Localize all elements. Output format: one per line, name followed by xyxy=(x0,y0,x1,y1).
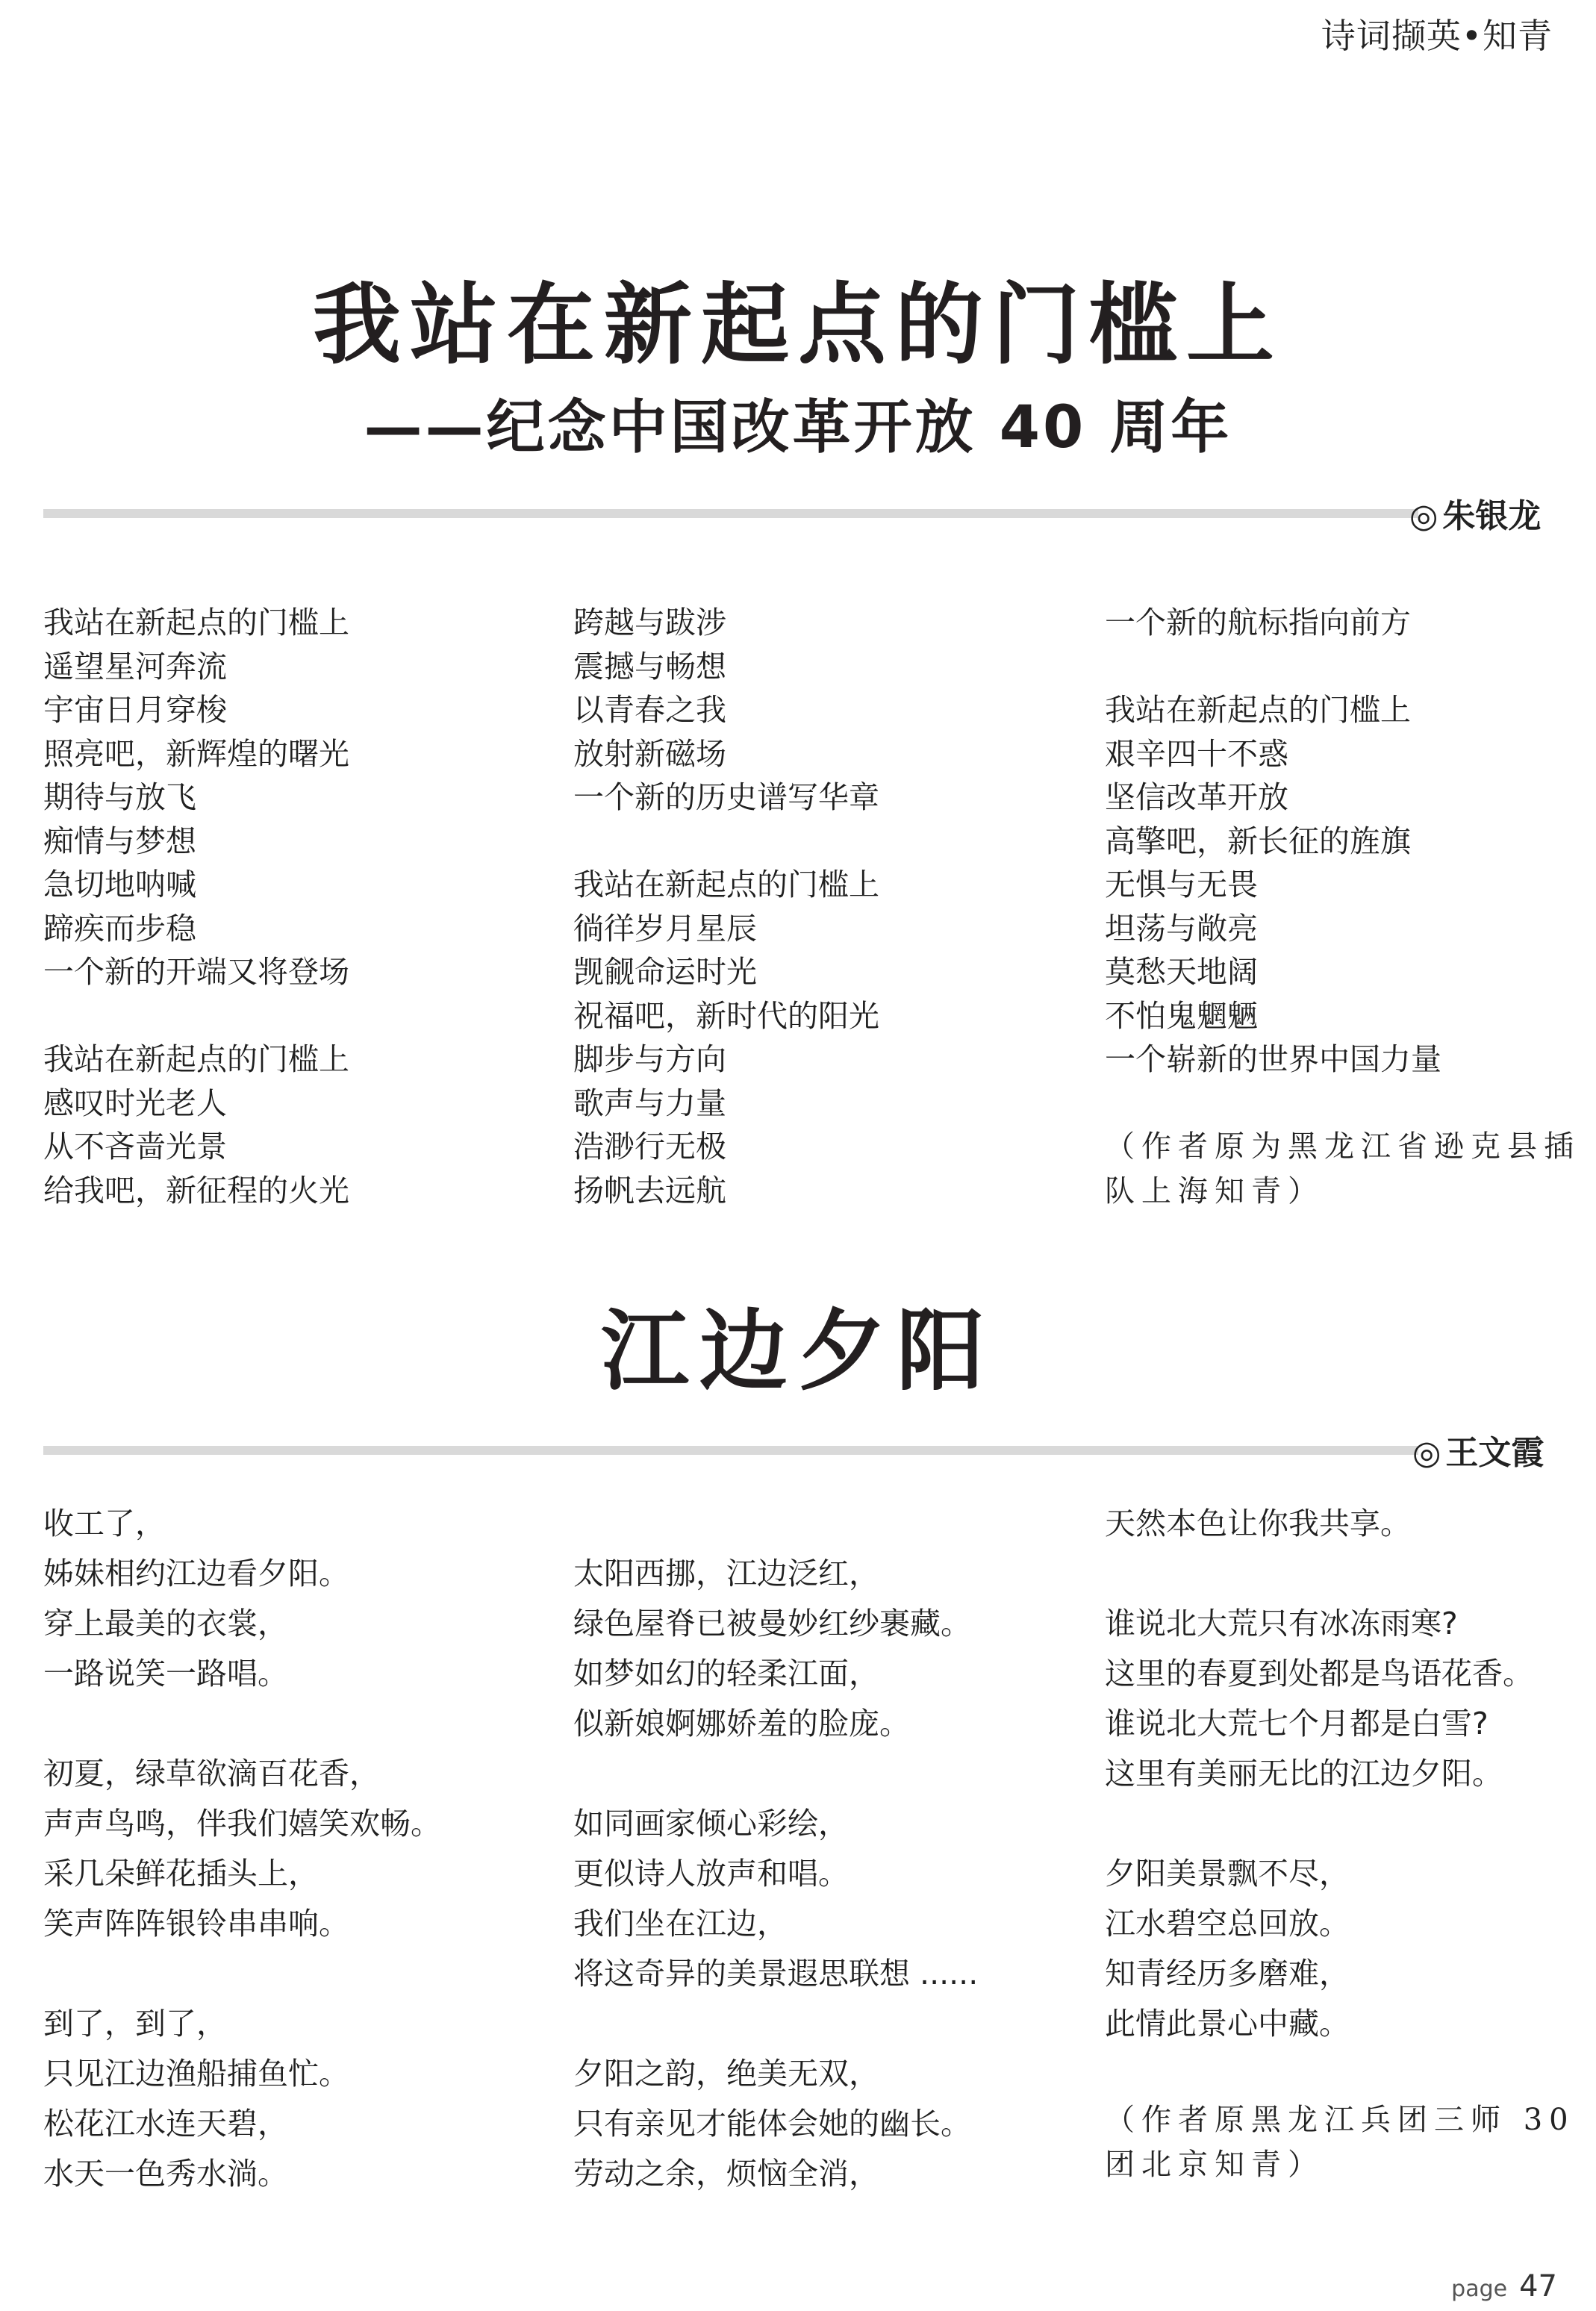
poem-line: 松花江水连天碧， xyxy=(43,2106,288,2142)
section-tag: 诗词撷英•知青 xyxy=(1321,16,1553,56)
poem-line: 跨越与跋涉 xyxy=(573,605,726,640)
poem-line: 我站在新起点的门槛上 xyxy=(43,605,349,640)
poem-line: 艰辛四十不惑 xyxy=(1105,735,1288,772)
poem-line: 这里的春夏到处都是鸟语花香。 xyxy=(1105,1656,1533,1691)
poem-line: 如同画家倾心彩绘， xyxy=(573,1806,849,1841)
poem-line: 一路说笑一路唱。 xyxy=(43,1656,288,1691)
author-name: 朱银龙 xyxy=(1442,497,1542,535)
poem-line: 一个崭新的世界中国力量 xyxy=(1105,1041,1441,1077)
poem1-column-2 xyxy=(573,601,879,1212)
poem-line: 穿上最美的衣裳， xyxy=(43,1606,288,1641)
stanza-break xyxy=(43,994,349,1038)
poem-line: 将这奇异的美景遐思联想 ...... xyxy=(573,1956,979,1992)
poem-line: 只见江边渔船捕鱼忙。 xyxy=(43,2056,349,2092)
poem1-column-1 xyxy=(43,601,349,1212)
poem-line: 江水碧空总回放。 xyxy=(1105,1906,1350,1942)
stanza-break xyxy=(573,1499,978,1549)
poem-line: 歌声与力量 xyxy=(573,1085,726,1121)
poem-line: 绿色屋脊已被曼妙红纱裹藏。 xyxy=(573,1606,971,1641)
poem-line: 徜徉岁月星辰 xyxy=(573,910,757,946)
poem-line: 谁说北大荒七个月都是白雪? xyxy=(1105,1706,1489,1741)
poem-line: 急切地呐喊 xyxy=(43,867,196,902)
poem1-subtitle: ——纪念中国改革开放 40 周年 xyxy=(364,394,1232,461)
author-mark-icon: ◎ xyxy=(1409,497,1438,535)
poem2-author-note: （作者原黑龙江兵团三师 30 团北京知青） xyxy=(1105,2103,1575,2182)
poem-line: 这里有美丽无比的江边夕阳。 xyxy=(1105,1756,1503,1791)
stanza-break xyxy=(43,1699,441,1749)
page-label: page xyxy=(1451,2276,1508,2302)
poem-line: 浩渺行无极 xyxy=(573,1129,726,1164)
poem-line: 只有亲见才能体会她的幽长。 xyxy=(573,2106,971,2142)
poem-line: 照亮吧，新辉煌的曙光 xyxy=(43,735,349,772)
poem-line: 莫愁天地阔 xyxy=(1105,954,1258,990)
poem-line: 此情此景心中藏。 xyxy=(1105,2006,1350,2042)
poem-line: 笑声阵阵银铃串串响。 xyxy=(43,1906,349,1942)
poem-line: 坦荡与敞亮 xyxy=(1105,910,1258,946)
poem1-author-note: （作者原为黑龙江省逊克县插队上海知青） xyxy=(1105,1129,1580,1208)
poem-line: 觊觎命运时光 xyxy=(573,954,757,990)
stanza-break xyxy=(573,1999,978,2049)
poem-line: 给我吧，新征程的火光 xyxy=(43,1172,349,1208)
stanza-break xyxy=(43,1949,441,1999)
poem-line: 一个新的航标指向前方 xyxy=(1105,605,1411,640)
page-number: 47 xyxy=(1519,2269,1557,2304)
page-footer xyxy=(1451,2269,1557,2304)
poem-line: 一个新的历史谱写华章 xyxy=(573,779,879,815)
poem-line: 期待与放飞 xyxy=(43,779,196,815)
poem-line: 不怕鬼魍魉 xyxy=(1105,997,1258,1034)
poem-line: 更似诗人放声和唱。 xyxy=(573,1856,849,1891)
poem1-column-3 xyxy=(1105,601,1441,1082)
poem-line: 痴情与梦想 xyxy=(43,823,196,859)
poem-line: 感叹时光老人 xyxy=(43,1085,227,1121)
poem-line: 如梦如幻的轻柔江面， xyxy=(573,1656,879,1691)
poem-line: 到了，到了， xyxy=(43,2006,227,2042)
poem-line: 我站在新起点的门槛上 xyxy=(573,867,879,902)
poem-line: 扬帆去远航 xyxy=(573,1172,726,1208)
poem-line: 似新娘婀娜娇羞的脸庞。 xyxy=(573,1706,910,1741)
divider-rule xyxy=(43,1446,1418,1455)
stanza-break xyxy=(1105,1549,1533,1599)
poem-line: 遥望星河奔流 xyxy=(43,648,227,684)
author-name: 王文霞 xyxy=(1445,1434,1544,1472)
poem-line: 一个新的开端又将登场 xyxy=(43,954,349,990)
poem2-column-2 xyxy=(573,1499,978,2199)
poem-line: 高擎吧，新长征的旌旗 xyxy=(1105,823,1411,859)
poem-line: 从不吝啬光景 xyxy=(43,1129,227,1164)
poem-line: 声声鸟鸣，伴我们嬉笑欢畅。 xyxy=(43,1806,441,1841)
stanza-break xyxy=(1105,645,1441,689)
poem-line: 坚信改革开放 xyxy=(1105,779,1288,815)
poem-line: 震撼与畅想 xyxy=(573,648,726,684)
divider-rule xyxy=(43,509,1418,518)
poem-line: 祝福吧，新时代的阳光 xyxy=(573,997,879,1034)
poem-line: 以青春之我 xyxy=(573,692,726,728)
author-mark-icon: ◎ xyxy=(1412,1434,1441,1472)
poem-line: 我们坐在江边， xyxy=(573,1906,788,1942)
stanza-break xyxy=(573,1749,978,1799)
poem-line: 无惧与无畏 xyxy=(1105,867,1258,902)
poem-line: 夕阳之韵，绝美无双， xyxy=(573,2056,879,2092)
poem-line: 太阳西挪，江边泛红， xyxy=(573,1556,879,1591)
poem-line: 夕阳美景飘不尽， xyxy=(1105,1856,1350,1891)
poem-line: 放射新磁场 xyxy=(573,735,726,772)
poem-line: 天然本色让你我共享。 xyxy=(1105,1506,1411,1541)
poem1-author xyxy=(1409,489,1541,537)
stanza-break xyxy=(573,820,879,864)
poem-line: 谁说北大荒只有冰冻雨寒? xyxy=(1105,1606,1458,1641)
poem-line: 水天一色秀水淌。 xyxy=(43,2156,288,2192)
poem1-title: 我站在新起点的门槛上 xyxy=(312,273,1283,376)
poem-line: 蹄疾而步稳 xyxy=(43,910,196,946)
poem-line: 采几朵鲜花插头上， xyxy=(43,1856,319,1891)
stanza-break xyxy=(1105,1799,1533,1849)
poem2-column-3 xyxy=(1105,1499,1533,2049)
poem-line: 知青经历多磨难， xyxy=(1105,1956,1350,1992)
poem2-title: 江边夕阳 xyxy=(600,1300,995,1403)
poem-line: 劳动之余，烦恼全消， xyxy=(573,2156,879,2192)
poem-line: 脚步与方向 xyxy=(573,1041,726,1077)
poem-line: 我站在新起点的门槛上 xyxy=(1105,692,1411,728)
poem-line: 初夏，绿草欲滴百花香， xyxy=(43,1756,380,1791)
poem-line: 我站在新起点的门槛上 xyxy=(43,1041,349,1077)
poem-line: 姊妹相约江边看夕阳。 xyxy=(43,1556,349,1591)
poem2-column-1 xyxy=(43,1499,441,2199)
poem-line: 收工了， xyxy=(43,1506,166,1541)
poem2-author xyxy=(1412,1426,1544,1473)
poem-line: 宇宙日月穿梭 xyxy=(43,692,227,728)
